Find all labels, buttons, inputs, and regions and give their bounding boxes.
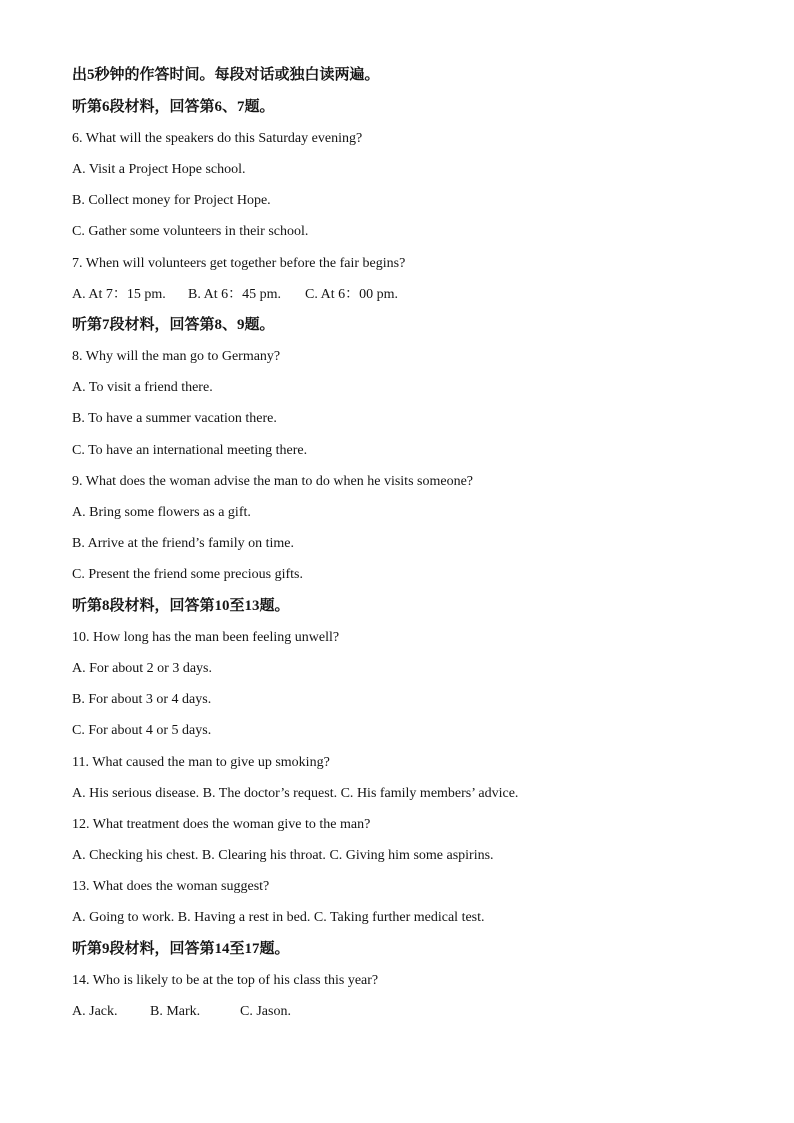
option-10c	[72, 715, 752, 746]
option-text: Jack.	[89, 1004, 118, 1020]
option-text: Taking further medical test.	[329, 910, 485, 926]
question-number: 12.	[72, 816, 90, 832]
option-11b	[203, 786, 337, 801]
question-8	[72, 341, 752, 372]
option-text: His family members’ advice.	[356, 785, 519, 801]
option-label: C.	[72, 442, 85, 458]
option-6a	[72, 154, 752, 185]
option-label: C.	[72, 723, 85, 739]
option-8c	[72, 435, 752, 466]
option-8a	[72, 372, 752, 403]
option-9c	[72, 559, 752, 590]
option-12a	[72, 848, 198, 863]
option-14c	[240, 996, 291, 1027]
question-text: What will the speakers do this Saturday evening?	[85, 130, 363, 146]
option-text: At 6：45 pm.	[203, 286, 281, 302]
option-label: C.	[72, 224, 85, 240]
question-11	[72, 747, 752, 778]
option-8b	[72, 403, 752, 434]
section-heading-6: 听第6段材料，回答第6、7题。	[72, 98, 275, 115]
option-label: C.	[240, 1004, 253, 1020]
option-label: A.	[72, 848, 86, 864]
option-text: Bring some flowers as a gift.	[89, 505, 251, 521]
section-heading-7: 听第7段材料，回答第8、9题。	[72, 316, 275, 333]
option-11a	[72, 786, 199, 801]
question-12	[72, 809, 752, 840]
options-13	[72, 902, 752, 933]
option-label: A.	[72, 161, 86, 177]
option-label: A.	[72, 910, 86, 926]
option-6b	[72, 185, 752, 216]
option-text: Arrive at the friend’s family on time.	[87, 536, 295, 552]
option-label: A.	[72, 380, 86, 396]
question-number: 6.	[72, 130, 83, 146]
question-14	[72, 965, 752, 996]
option-text: Mark.	[166, 1004, 201, 1020]
option-label: A.	[72, 286, 86, 302]
question-9	[72, 466, 752, 497]
question-number: 11.	[72, 754, 89, 770]
question-text: Why will the man go to Germany?	[85, 349, 281, 365]
option-text: Going to work.	[89, 910, 175, 926]
question-text: When will volunteers get together before the fair begins?	[85, 255, 406, 271]
option-label: C.	[305, 286, 318, 302]
option-9b	[72, 528, 752, 559]
option-text: At 6：00 pm.	[320, 286, 398, 302]
option-text: For about 3 or 4 days.	[88, 692, 212, 708]
option-13a	[72, 910, 174, 925]
option-7b	[188, 279, 305, 310]
question-number: 13.	[72, 879, 90, 895]
question-number: 8.	[72, 349, 83, 365]
option-label: B.	[188, 286, 201, 302]
question-number: 10.	[72, 629, 90, 645]
option-label: C.	[329, 848, 343, 864]
option-label: B.	[72, 536, 85, 552]
instruction-text: 出5秒钟的作答时间。每段对话或独白读两遍。	[72, 67, 380, 84]
option-label: C.	[72, 567, 85, 583]
option-text: Collect money for Project Hope.	[88, 193, 271, 209]
option-label: A.	[72, 505, 86, 521]
option-text: To have an international meeting there.	[88, 442, 308, 458]
question-text: What caused the man to give up smoking?	[92, 754, 330, 770]
option-label: B.	[72, 411, 85, 427]
question-number: 9.	[72, 473, 83, 489]
question-number: 14.	[72, 972, 90, 988]
options-7	[72, 279, 752, 310]
option-label: C.	[313, 910, 327, 926]
option-text: Gather some volunteers in their school.	[88, 224, 309, 240]
option-14b	[150, 996, 240, 1027]
option-text: To have a summer vacation there.	[88, 411, 277, 427]
listening-section	[72, 60, 752, 1027]
question-text: What does the woman advise the man to do when he visits someone?	[85, 473, 473, 489]
option-text: Having a rest in bed.	[194, 910, 311, 926]
options-11	[72, 778, 752, 809]
option-text: To visit a friend there.	[88, 380, 213, 396]
options-12	[72, 840, 752, 871]
question-13	[72, 871, 752, 902]
question-7	[72, 248, 752, 279]
option-11c	[341, 786, 519, 801]
option-label: B.	[72, 692, 85, 708]
option-text: Visit a Project Hope school.	[88, 161, 246, 177]
option-label: A.	[72, 1004, 86, 1020]
option-14a	[72, 996, 150, 1027]
options-14	[72, 996, 752, 1027]
option-7c	[305, 279, 398, 310]
option-text: For about 4 or 5 days.	[88, 723, 212, 739]
question-number: 7.	[72, 255, 83, 271]
option-text: For about 2 or 3 days.	[89, 660, 213, 676]
option-9a	[72, 497, 752, 528]
question-text: Who is likely to be at the top of his class this year?	[92, 972, 379, 988]
section-heading-8: 听第8段材料，回答第10至13题。	[72, 597, 290, 614]
option-text: Giving him some aspirins.	[345, 848, 494, 864]
option-13c	[314, 910, 485, 925]
option-10b	[72, 684, 752, 715]
question-text: How long has the man been feeling unwell?	[93, 629, 340, 645]
option-label: B.	[150, 1004, 163, 1020]
option-12c	[329, 848, 493, 863]
option-label: A.	[72, 660, 86, 676]
option-10a	[72, 653, 752, 684]
question-text: What treatment does the woman give to the man?	[92, 816, 371, 832]
option-text: At 7：15 pm.	[88, 286, 166, 302]
option-label: B.	[202, 785, 216, 801]
option-12b	[202, 848, 326, 863]
option-label: C.	[340, 785, 354, 801]
option-text: His serious disease.	[89, 785, 200, 801]
option-label: B.	[177, 910, 191, 926]
option-text: Present the friend some precious gifts.	[88, 567, 303, 583]
option-13b	[178, 910, 311, 925]
option-6c	[72, 216, 752, 247]
question-6	[72, 123, 752, 154]
question-10	[72, 622, 752, 653]
question-text: What does the woman suggest?	[92, 879, 270, 895]
option-text: Clearing his throat.	[218, 848, 326, 864]
option-label: B.	[201, 848, 215, 864]
option-text: Checking his chest.	[89, 848, 199, 864]
option-text: Jason.	[256, 1004, 291, 1020]
section-heading-9: 听第9段材料，回答第14至17题。	[72, 940, 290, 957]
option-label: A.	[72, 785, 86, 801]
option-7a	[72, 279, 188, 310]
option-text: The doctor’s request.	[218, 785, 338, 801]
option-label: B.	[72, 193, 85, 209]
